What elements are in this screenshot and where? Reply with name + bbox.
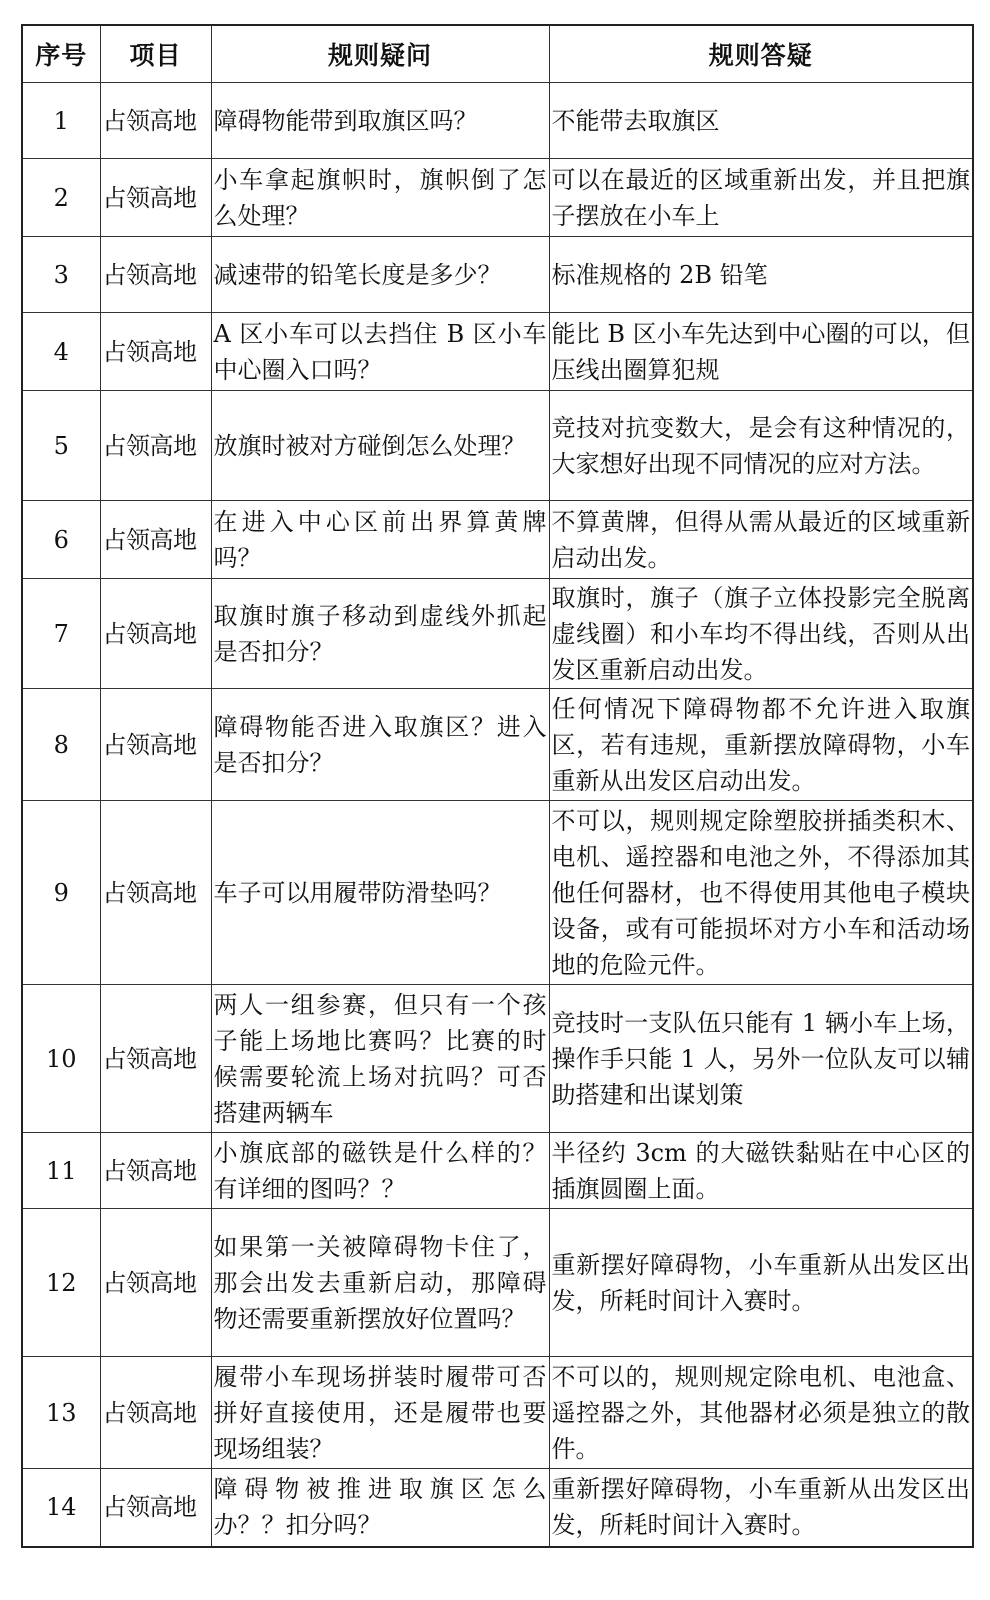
row-index: 11 — [22, 1133, 100, 1209]
table-row — [22, 501, 973, 579]
row-index: 9 — [22, 801, 100, 985]
row-index: 8 — [22, 689, 100, 801]
row-question: 在进入中心区前出界算黄牌吗？ — [211, 501, 549, 579]
row-answer: 能比 B 区小车先达到中心圈的可以，但压线出圈算犯规 — [549, 313, 973, 391]
row-question: 障碍物被推进取旗区怎么办？？扣分吗？ — [211, 1469, 549, 1547]
row-project: 占领高地 — [100, 1133, 211, 1209]
row-index: 2 — [22, 159, 100, 237]
row-project: 占领高地 — [100, 689, 211, 801]
row-project: 占领高地 — [100, 501, 211, 579]
row-answer: 竞技对抗变数大，是会有这种情况的，大家想好出现不同情况的应对方法。 — [549, 391, 973, 501]
row-index: 3 — [22, 237, 100, 313]
row-index: 10 — [22, 985, 100, 1133]
row-answer: 任何情况下障碍物都不允许进入取旗区，若有违规，重新摆放障碍物，小车重新从出发区启动出发。 — [549, 689, 973, 801]
row-project: 占领高地 — [100, 159, 211, 237]
table-row — [22, 985, 973, 1133]
table-row — [22, 313, 973, 391]
header-answer: 规则答疑 — [549, 25, 973, 83]
table-row — [22, 1209, 973, 1357]
row-index: 4 — [22, 313, 100, 391]
table-row — [22, 1357, 973, 1469]
row-answer: 竞技时一支队伍只能有 1 辆小车上场，操作手只能 1 人，另外一位队友可以辅助搭建和出谋划策 — [549, 985, 973, 1133]
row-question: A 区小车可以去挡住 B 区小车中心圈入口吗？ — [211, 313, 549, 391]
header-index: 序号 — [22, 25, 100, 83]
table-row — [22, 1469, 973, 1547]
row-question: 减速带的铅笔长度是多少？ — [211, 237, 549, 313]
row-project: 占领高地 — [100, 985, 211, 1133]
row-answer: 不算黄牌，但得从需从最近的区域重新启动出发。 — [549, 501, 973, 579]
rules-faq-table — [21, 24, 974, 1548]
row-project: 占领高地 — [100, 83, 211, 159]
table-row — [22, 801, 973, 985]
row-answer: 半径约 3cm 的大磁铁黏贴在中心区的插旗圆圈上面。 — [549, 1133, 973, 1209]
row-project: 占领高地 — [100, 313, 211, 391]
table-row — [22, 159, 973, 237]
row-question: 如果第一关被障碍物卡住了，那会出发去重新启动，那障碍物还需要重新摆放好位置吗？ — [211, 1209, 549, 1357]
row-project: 占领高地 — [100, 1469, 211, 1547]
row-index: 7 — [22, 579, 100, 689]
row-project: 占领高地 — [100, 1209, 211, 1357]
row-index: 14 — [22, 1469, 100, 1547]
row-answer: 不可以，规则规定除塑胶拼插类积木、电机、遥控器和电池之外，不得添加其他任何器材，也不得使用其他电子模块设备，或有可能损坏对方小车和活动场地的危险元件。 — [549, 801, 973, 985]
row-question: 履带小车现场拼装时履带可否拼好直接使用，还是履带也要现场组装？ — [211, 1357, 549, 1469]
row-question: 放旗时被对方碰倒怎么处理？ — [211, 391, 549, 501]
row-answer: 重新摆好障碍物，小车重新从出发区出发，所耗时间计入赛时。 — [549, 1469, 973, 1547]
header-project: 项目 — [100, 25, 211, 83]
row-question: 两人一组参赛，但只有一个孩子能上场地比赛吗？比赛的时候需要轮流上场对抗吗？可否搭建两辆车 — [211, 985, 549, 1133]
table-row — [22, 83, 973, 159]
row-project: 占领高地 — [100, 1357, 211, 1469]
row-project: 占领高地 — [100, 391, 211, 501]
header-question: 规则疑问 — [211, 25, 549, 83]
document-page — [21, 24, 972, 1548]
row-answer: 取旗时，旗子（旗子立体投影完全脱离虚线圈）和小车均不得出线，否则从出发区重新启动出发。 — [549, 579, 973, 689]
table-row — [22, 237, 973, 313]
row-question: 障碍物能带到取旗区吗？ — [211, 83, 549, 159]
table-row — [22, 1133, 973, 1209]
row-index: 6 — [22, 501, 100, 579]
table-row — [22, 689, 973, 801]
row-answer: 标准规格的 2B 铅笔 — [549, 237, 973, 313]
row-question: 小车拿起旗帜时，旗帜倒了怎么处理？ — [211, 159, 549, 237]
table-row — [22, 391, 973, 501]
table-header-row — [22, 25, 973, 83]
row-index: 5 — [22, 391, 100, 501]
row-answer: 不可以的，规则规定除电机、电池盒、遥控器之外，其他器材必须是独立的散件。 — [549, 1357, 973, 1469]
row-index: 1 — [22, 83, 100, 159]
row-answer: 可以在最近的区域重新出发，并且把旗子摆放在小车上 — [549, 159, 973, 237]
row-project: 占领高地 — [100, 801, 211, 985]
row-question: 障碍物能否进入取旗区？进入是否扣分？ — [211, 689, 549, 801]
table-row — [22, 579, 973, 689]
row-question: 小旗底部的磁铁是什么样的？有详细的图吗？？ — [211, 1133, 549, 1209]
row-project: 占领高地 — [100, 579, 211, 689]
row-index: 13 — [22, 1357, 100, 1469]
row-answer: 不能带去取旗区 — [549, 83, 973, 159]
row-index: 12 — [22, 1209, 100, 1357]
row-question: 取旗时旗子移动到虚线外抓起是否扣分？ — [211, 579, 549, 689]
row-question: 车子可以用履带防滑垫吗？ — [211, 801, 549, 985]
row-project: 占领高地 — [100, 237, 211, 313]
row-answer: 重新摆好障碍物，小车重新从出发区出发，所耗时间计入赛时。 — [549, 1209, 973, 1357]
